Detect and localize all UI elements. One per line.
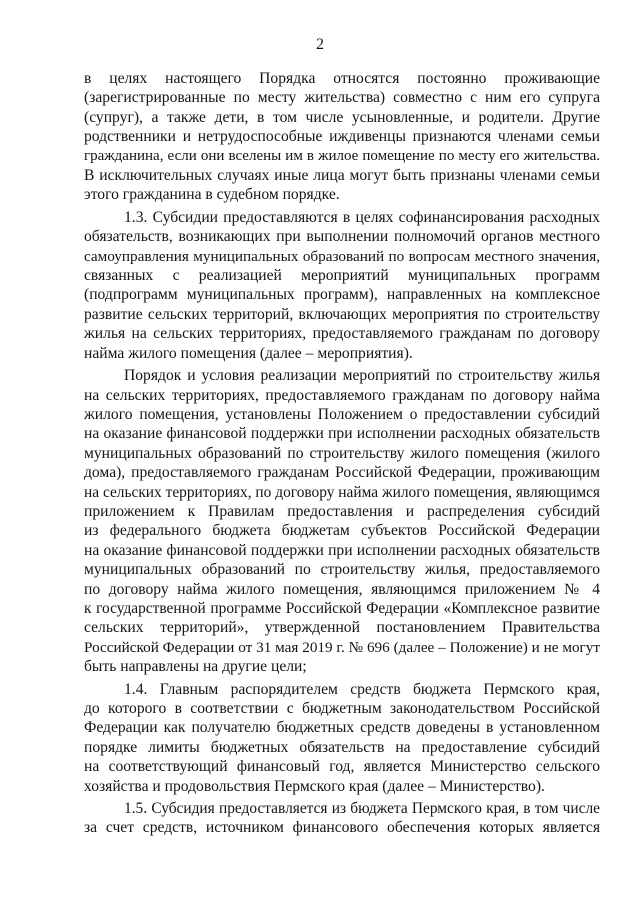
text-line: 1.3. Субсидии предоставляются в целях софинансирования расходных (124, 208, 600, 226)
text-line: Порядок и условия реализации мероприятий по строительству жилья (124, 367, 600, 385)
text-line: в целях настоящего Порядка относятся постоянно проживающие (84, 70, 600, 87)
text-line: (подпрограмм муниципальных программ), направленных на комплексное (84, 286, 600, 304)
text-line: на соответствующий финансовый год, является Министерство сельского (84, 758, 600, 776)
text-line: хозяйства и продовольствия Пермского края (далее – Министерство). (84, 777, 545, 795)
text-line: муниципальных образований по строительству жилого помещения (жилого (84, 444, 600, 462)
text-line: обязательств, возникающих при выполнении полномочий органов местного (84, 228, 600, 246)
text-line: самоуправления муниципальных образований по вопросам местного значения, (84, 247, 600, 265)
text-line: приложением к Правилам предоставления и распределения субсидий (84, 502, 600, 520)
text-line: жилого помещения, установлены Положением о предоставлении субсидий (84, 405, 600, 423)
text-line: порядке лимиты бюджетных обязательств на предоставление субсидий (84, 738, 600, 756)
text-line: до которого в соответствии с бюджетным законодательством Российской (84, 700, 600, 717)
text-line: (зарегистрированные по месту жительства) совместно с ним его супруга (84, 89, 600, 107)
text-line: сельских территорий», утвержденной постановлением Правительства (84, 619, 600, 637)
text-line: на оказание финансовой поддержки при исполнении расходных обязательств (84, 425, 600, 443)
text-line: В исключительных случаях иные лица могут быть признаны членами семьи (84, 167, 600, 185)
text-line: на оказание финансовой поддержки при исполнении расходных обязательств (84, 541, 600, 559)
text-line: 1.4. Главным распорядителем средств бюджета Пермского края, (124, 680, 600, 698)
text-line: дома), предоставляемого гражданам Российской Федерации, проживающим (84, 464, 600, 482)
text-line: на сельских территориях, по договору найма жилого помещения, являющимся (84, 483, 600, 501)
text-line: жилья на сельских территориях, предоставляемого гражданам по договору (84, 325, 600, 343)
text-line: Федерации как получателю бюджетных средств доведены в установленном (84, 719, 600, 737)
page-number: 2 (316, 36, 324, 53)
text-line: по договору найма жилого помещения, являющимся приложением № 4 (84, 580, 600, 598)
text-line: быть направлены на другие цели; (84, 658, 307, 676)
text-line: к государственной программе Российской Федерации «Комплексное развитие (84, 599, 600, 617)
document-body (84, 69, 600, 838)
text-line: гражданина, если они вселены им в жилое помещение по месту его жительства. (84, 147, 600, 164)
text-line: муниципальных образований по строительству жилья, предоставляемого (84, 561, 600, 579)
text-line: развитие сельских территорий, включающих мероприятия по строительству (84, 305, 600, 323)
text-line: этого гражданина в судебном порядке. (84, 186, 340, 204)
text-line: Российской Федерации от 31 мая 2019 г. № 696 (далее – Положение) и не могут (84, 638, 600, 656)
text-line: связанных с реализацией мероприятий муниципальных программ (84, 267, 600, 285)
text-line: на сельских территориях, предоставляемого гражданам по договору найма (84, 386, 600, 404)
text-line: родственники и нетрудоспособные иждивенцы признаются членами семьи (84, 128, 600, 146)
text-line: (супруг), а также дети, в том числе усыновленные, и родители. Другие (84, 108, 600, 126)
text-line: за счет средств, источником финансового обеспечения которых является (84, 819, 600, 837)
text-line: из федерального бюджета бюджетам субъектов Российской Федерации (84, 522, 600, 540)
text-line: 1.5. Субсидия предоставляется из бюджета Пермского края, в том числе (124, 800, 600, 818)
text-line: найма жилого помещения (далее – мероприятия). (84, 344, 413, 362)
